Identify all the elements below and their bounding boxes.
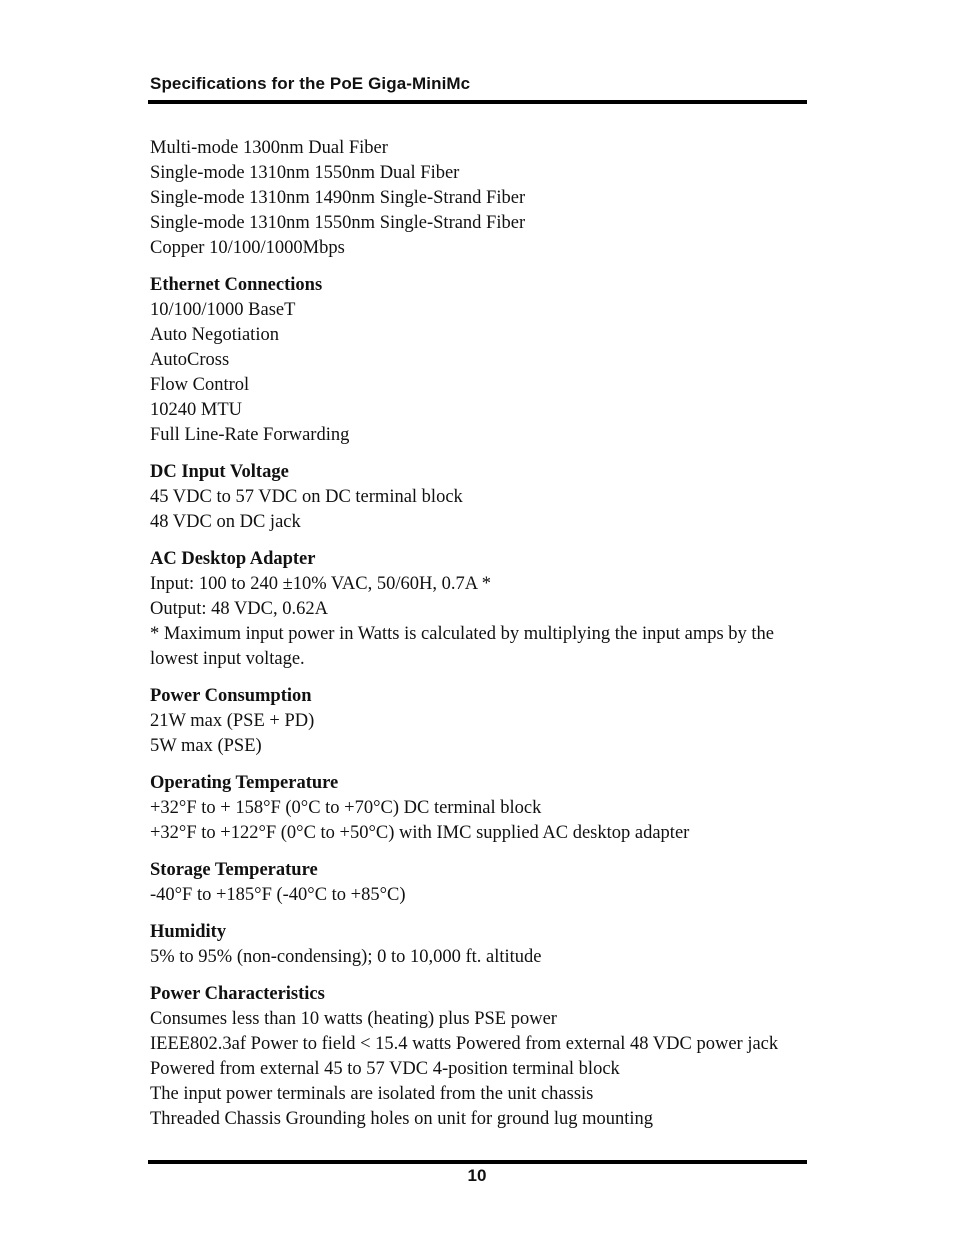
spec-line: The input power terminals are isolated from the unit chassis: [150, 1084, 594, 1104]
spec-line: IEEE802.3af Power to field < 15.4 watts Powered from external 48 VDC power jack: [150, 1034, 779, 1054]
spec-line: Full Line-Rate Forwarding: [150, 425, 350, 445]
spec-line: Flow Control: [150, 375, 250, 395]
header-rule: [148, 100, 807, 104]
section-power-consumption: [150, 684, 810, 759]
spec-line: 5W max (PSE): [150, 736, 262, 756]
media-type-line: Single-mode 1310nm 1550nm Dual Fiber: [150, 163, 460, 183]
section-heading: Storage Temperature: [150, 860, 318, 880]
section-heading: Ethernet Connections: [150, 275, 323, 295]
section-heading: Power Consumption: [150, 686, 312, 706]
media-type-line: Single-mode 1310nm 1550nm Single-Strand Fiber: [150, 213, 526, 233]
spec-line: AutoCross: [150, 350, 230, 370]
footer-rule: [148, 1160, 807, 1164]
section-heading: Power Characteristics: [150, 984, 325, 1004]
spec-line: Powered from external 45 to 57 VDC 4-position terminal block: [150, 1059, 620, 1079]
spec-line: 10/100/1000 BaseT: [150, 300, 296, 320]
section-power-characteristics: [150, 982, 810, 1132]
spec-line: Output: 48 VDC, 0.62A: [150, 599, 328, 619]
spec-line: +32°F to + 158°F (0°C to +70°C) DC terminal block: [150, 798, 542, 818]
section-dc-input-voltage: [150, 460, 810, 535]
spec-line: 5% to 95% (non-condensing); 0 to 10,000 ft. altitude: [150, 947, 542, 967]
spec-line: Input: 100 to 240 ±10% VAC, 50/60H, 0.7A *: [150, 574, 491, 594]
section-heading: Humidity: [150, 922, 227, 942]
spec-content: [150, 136, 810, 1144]
page-number: 10: [467, 1166, 487, 1185]
spec-line: -40°F to +185°F (-40°C to +85°C): [150, 885, 406, 905]
spec-footnote: * Maximum input power in Watts is calculated by multiplying the input amps by the lowest input voltage.: [150, 624, 775, 669]
spec-line: 10240 MTU: [150, 400, 242, 420]
spec-line: Auto Negotiation: [150, 325, 279, 345]
spec-line: Consumes less than 10 watts (heating) plus PSE power: [150, 1009, 557, 1029]
media-type-line: Single-mode 1310nm 1490nm Single-Strand Fiber: [150, 188, 526, 208]
page-header-title: Specifications for the PoE Giga-MiniMc: [150, 74, 471, 93]
section-heading: AC Desktop Adapter: [150, 549, 316, 569]
spec-line: 21W max (PSE + PD): [150, 711, 315, 731]
section-humidity: [150, 920, 810, 970]
media-type-line: Multi-mode 1300nm Dual Fiber: [150, 138, 388, 158]
media-type-line: Copper 10/100/1000Mbps: [150, 238, 345, 258]
section-ethernet-connections: [150, 273, 810, 448]
section-storage-temperature: [150, 858, 810, 908]
spec-line: +32°F to +122°F (0°C to +50°C) with IMC supplied AC desktop adapter: [150, 823, 690, 843]
spec-line: Threaded Chassis Grounding holes on unit for ground lug mounting: [150, 1109, 654, 1129]
media-types-list: [150, 136, 810, 261]
spec-line: 48 VDC on DC jack: [150, 512, 301, 532]
section-operating-temperature: [150, 771, 810, 846]
section-ac-desktop-adapter: [150, 547, 810, 672]
section-heading: DC Input Voltage: [150, 462, 289, 482]
spec-line: 45 VDC to 57 VDC on DC terminal block: [150, 487, 463, 507]
section-heading: Operating Temperature: [150, 773, 339, 793]
